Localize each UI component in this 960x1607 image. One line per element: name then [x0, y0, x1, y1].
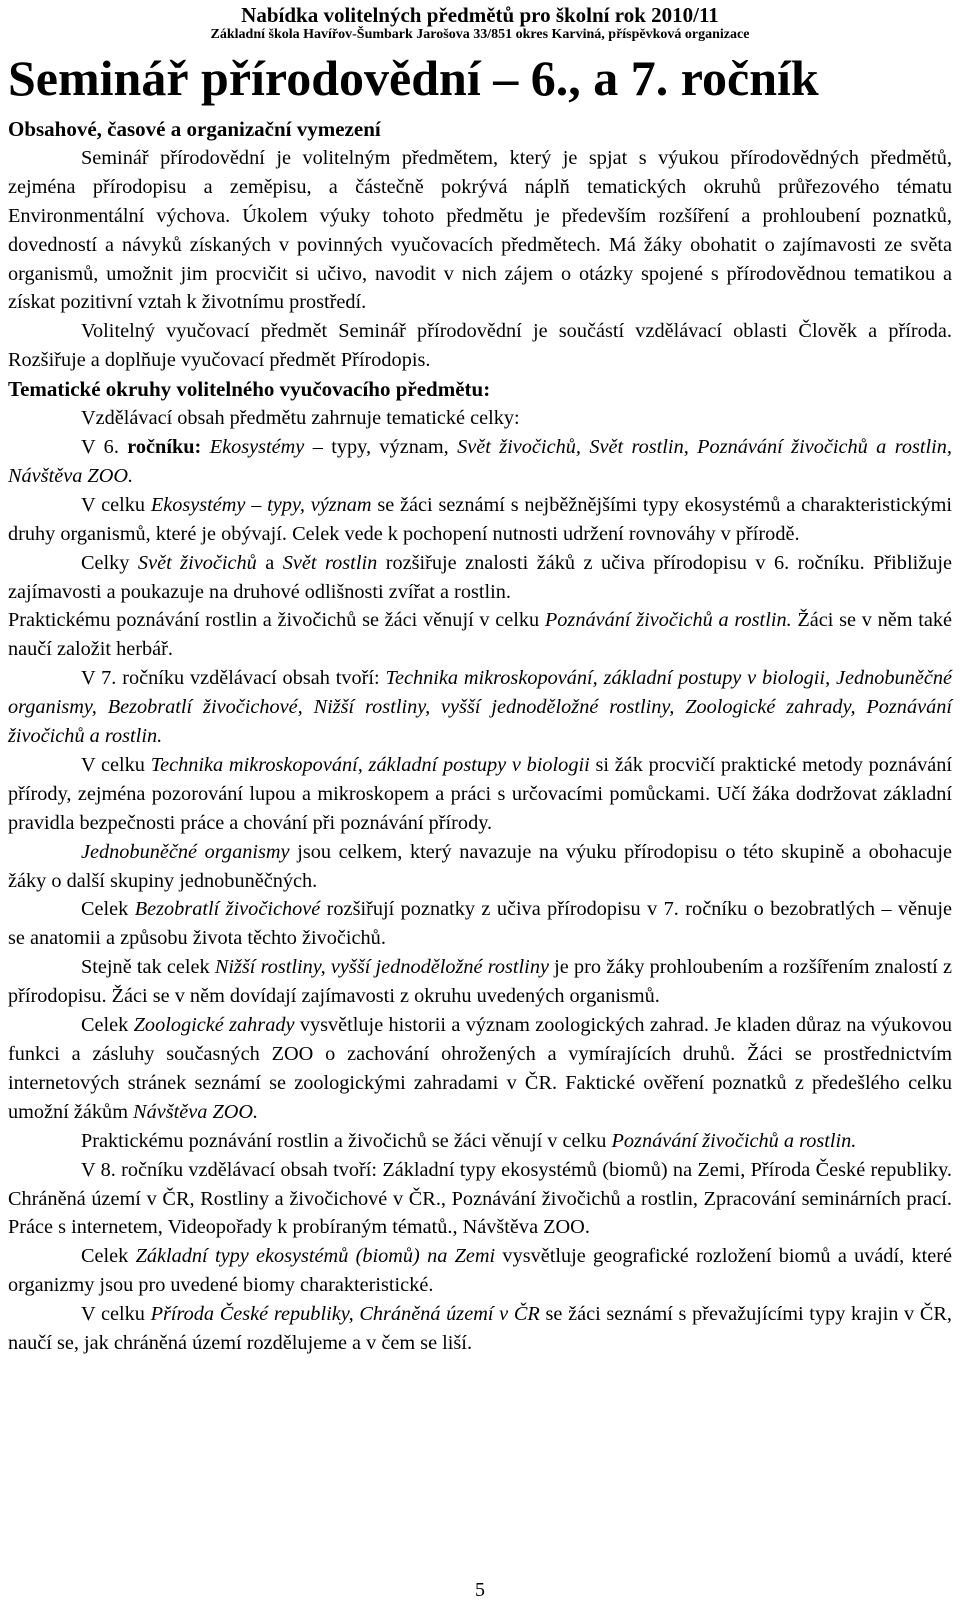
- topic-ekosystemy: Ekosystémy: [209, 435, 305, 458]
- paragraph-grade-8: V 8. ročníku vzdělávací obsah tvoří: Základní typy ekosystémů (biomů) na Zemi, Příroda České republiky. Chráněná území v ČR, Rostliny a živočichové v ČR., Poznávání živočichů a rostlin, Zpracování seminárních prací. Práce s internetem, Videopořady k probíraným tématů., Návštěva ZOO.: [8, 1158, 952, 1239]
- text-run: jsou celkem, který navazuje na výuku přírodopisu o této skupině a obohacuje žáky o další skupiny jednobuněčných.: [8, 840, 952, 892]
- grade-7-topics: Technika mikroskopování, základní postupy v biologii, Jednobuněčné organismy, Bezobratlí živočichové, Nižší rostliny, vyšší jednoděložné rostliny, Zoologické zahrady, Poznávání živočichů a rostlin.: [8, 667, 952, 748]
- paragraph-grade-6: [8, 433, 952, 491]
- document-header-title: Nabídka volitelných předmětů pro školní rok 2010/11: [241, 3, 719, 27]
- text-run: je pro žáky prohloubením a rozšířením znalostí z přírodopisu. Žáci se v něm dovídají zajímavosti z okruhu uvedených organismů.: [8, 956, 952, 1008]
- paragraph-grade-7: [8, 664, 952, 751]
- text-run: Praktickému poznávání rostlin a živočichů se žáci věnují v celku: [8, 609, 545, 632]
- grade-6-rocniku: ročníku:: [118, 435, 210, 458]
- paragraph-svet: [8, 549, 952, 607]
- text-run: rozšiřují poznatky z učiva přírodopisu v 7. ročníku o bezobratlých – věnuje se anatomii a způsobu života těchto živočichů.: [8, 898, 952, 950]
- paragraph-prakticke-2: [8, 1127, 952, 1156]
- document-header-school: Základní škola Havířov-Šumbark Jarošova 33/851 okres Karviná, příspěvková organizace: [210, 27, 750, 42]
- text-run: a: [256, 551, 283, 574]
- topic-name: Návštěva ZOO.: [133, 1100, 259, 1123]
- text-run: Celek: [81, 1014, 134, 1037]
- topic-name: Ekosystémy – typy, význam: [150, 493, 372, 516]
- text-run: V celku: [81, 1303, 151, 1326]
- section-heading-scope: Obsahové, časové a organizační vymezení: [8, 117, 381, 141]
- text-run: vysvětluje historii a význam zoologických zahrad. Je kladen důraz na výukovou funkci a zásluhy současných ZOO o zachování ohrožených a vymírajících druhů. Žáci se prostřednictvím internetových stránek seznámí se zoologickými zahradami v ČR. Faktické ověření poznatků z předešlého celku umožní žákům: [8, 1014, 952, 1123]
- page-number: 5: [475, 1579, 485, 1601]
- text-run: si žák procvičí praktické metody poznávání přírody, zejména pozorování lupou a mikroskopem a práci s určovacími pomůckami. Učí žáka dodržovat základní pravidla bezpečnosti práce a chování při poznávání přírody.: [8, 753, 952, 834]
- text-run: V 7. ročníku vzdělávací obsah tvoří:: [81, 667, 386, 690]
- topic-name: Příroda České republiky, Chráněná území v ČR: [150, 1303, 540, 1326]
- topic-name: Svět živočichů: [137, 551, 257, 574]
- text-run: V celku: [81, 493, 151, 516]
- topic-name: Poznávání živočichů a rostlin.: [611, 1129, 857, 1152]
- paragraph-jednobunecne: [8, 838, 952, 896]
- paragraph-prakticke-1: [8, 606, 952, 664]
- paragraph-zoo: [8, 1011, 952, 1127]
- text-run: Praktickému poznávání rostlin a živočichů se žáci věnují v celku: [81, 1129, 612, 1152]
- paragraph-area: Volitelný vyučovací předmět Seminář přírodovědní je součástí vzdělávací oblasti Člověk a příroda. Rozšiřuje a doplňuje vyučovací předmět Přírodopis.: [8, 320, 952, 372]
- section-heading-topics: Tematické okruhy volitelného vyučovacího předmětu:: [8, 377, 491, 402]
- grade-6-topics: Svět živočichů, Svět rostlin, Poznávání živočichů a rostlin, Návštěva ZOO.: [8, 435, 952, 487]
- topic-name: Svět rostlin: [282, 551, 378, 574]
- text-run: rozšiřuje znalosti žáků z učiva přírodopisu v 6. ročníku. Přibližuje zajímavosti a poukazuje na druhové odlišnosti zvířat a rostlin.: [8, 551, 952, 603]
- text-run: se žáci seznámí s nejběžnějšími typy ekosystémů a charakteristickými druhy organismů, které je obývají. Celek vede k pochopení nutnosti udržení rovnováhy v přírodě.: [8, 493, 953, 545]
- paragraph-priroda-cr: [8, 1300, 952, 1358]
- topic-name: Zoologické zahrady: [133, 1014, 295, 1037]
- paragraph-intro: Seminář přírodovědní je volitelným předmětem, který je spjat s výukou přírodovědných předmětů, zejména přírodopisu a zeměpisu, a částečně pokrývá náplň tematických okruhů průřezového tématu Environmentální výchova. Úkolem výuky tohoto předmětu je především rozšíření a prohloubení poznatků, dovedností a návyků získaných v povinných vyučovacích předmětech. Má žáky obohatit o zajímavosti ze světa organismů, umožnit jim procvičit si učivo, navodit v nich zájem o otázky spojené s přírodovědnou tematikou a získat pozitivní vztah k životnímu prostředí.: [8, 146, 952, 314]
- topic-name: Základní typy ekosystémů (biomů) na Zemi: [135, 1245, 496, 1268]
- paragraph-nizsi-rostliny: [8, 953, 952, 1011]
- topic-name: Jednobuněčné organismy: [81, 840, 290, 863]
- text-run: se žáci seznámí s převažujícími typy krajin v ČR, naučí se, jak chráněná území rozdělujeme a v čem se liší.: [8, 1303, 953, 1355]
- topic-name: Bezobratlí živočichové: [134, 898, 321, 921]
- text-run: Celek: [81, 1245, 136, 1268]
- paragraph-technika: [8, 751, 952, 838]
- topic-name: Nižší rostliny, vyšší jednoděložné rostliny: [214, 956, 549, 979]
- document-body: [8, 115, 952, 1358]
- page-title: Seminář přírodovědní – 6., a 7. ročník: [8, 50, 819, 106]
- grade-6-text: – typy, význam,: [304, 435, 458, 458]
- text-run: V celku: [81, 753, 151, 776]
- topic-name: Poznávání živočichů a rostlin.: [544, 609, 792, 632]
- grade-6-label: V 6.: [81, 435, 119, 458]
- text-run: Celek: [81, 898, 135, 921]
- topic-name: Technika mikroskopování, základní postupy v biologii: [150, 753, 590, 776]
- paragraph-bezobratli: [8, 895, 952, 953]
- paragraph-ekosystemy: [8, 491, 952, 549]
- paragraph-topics-intro: Vzdělávací obsah předmětu zahrnuje tematické celky:: [81, 407, 520, 430]
- text-run: Celky: [81, 551, 138, 574]
- text-run: Žáci se v něm také naučí založit herbář.: [8, 609, 952, 661]
- text-run: vysvětluje geografické rozložení biomů a uvádí, které organizmy jsou pro uvedené biomy charakteristické.: [8, 1245, 952, 1297]
- text-run: Stejně tak celek: [81, 956, 215, 979]
- paragraph-biomy: [8, 1242, 952, 1300]
